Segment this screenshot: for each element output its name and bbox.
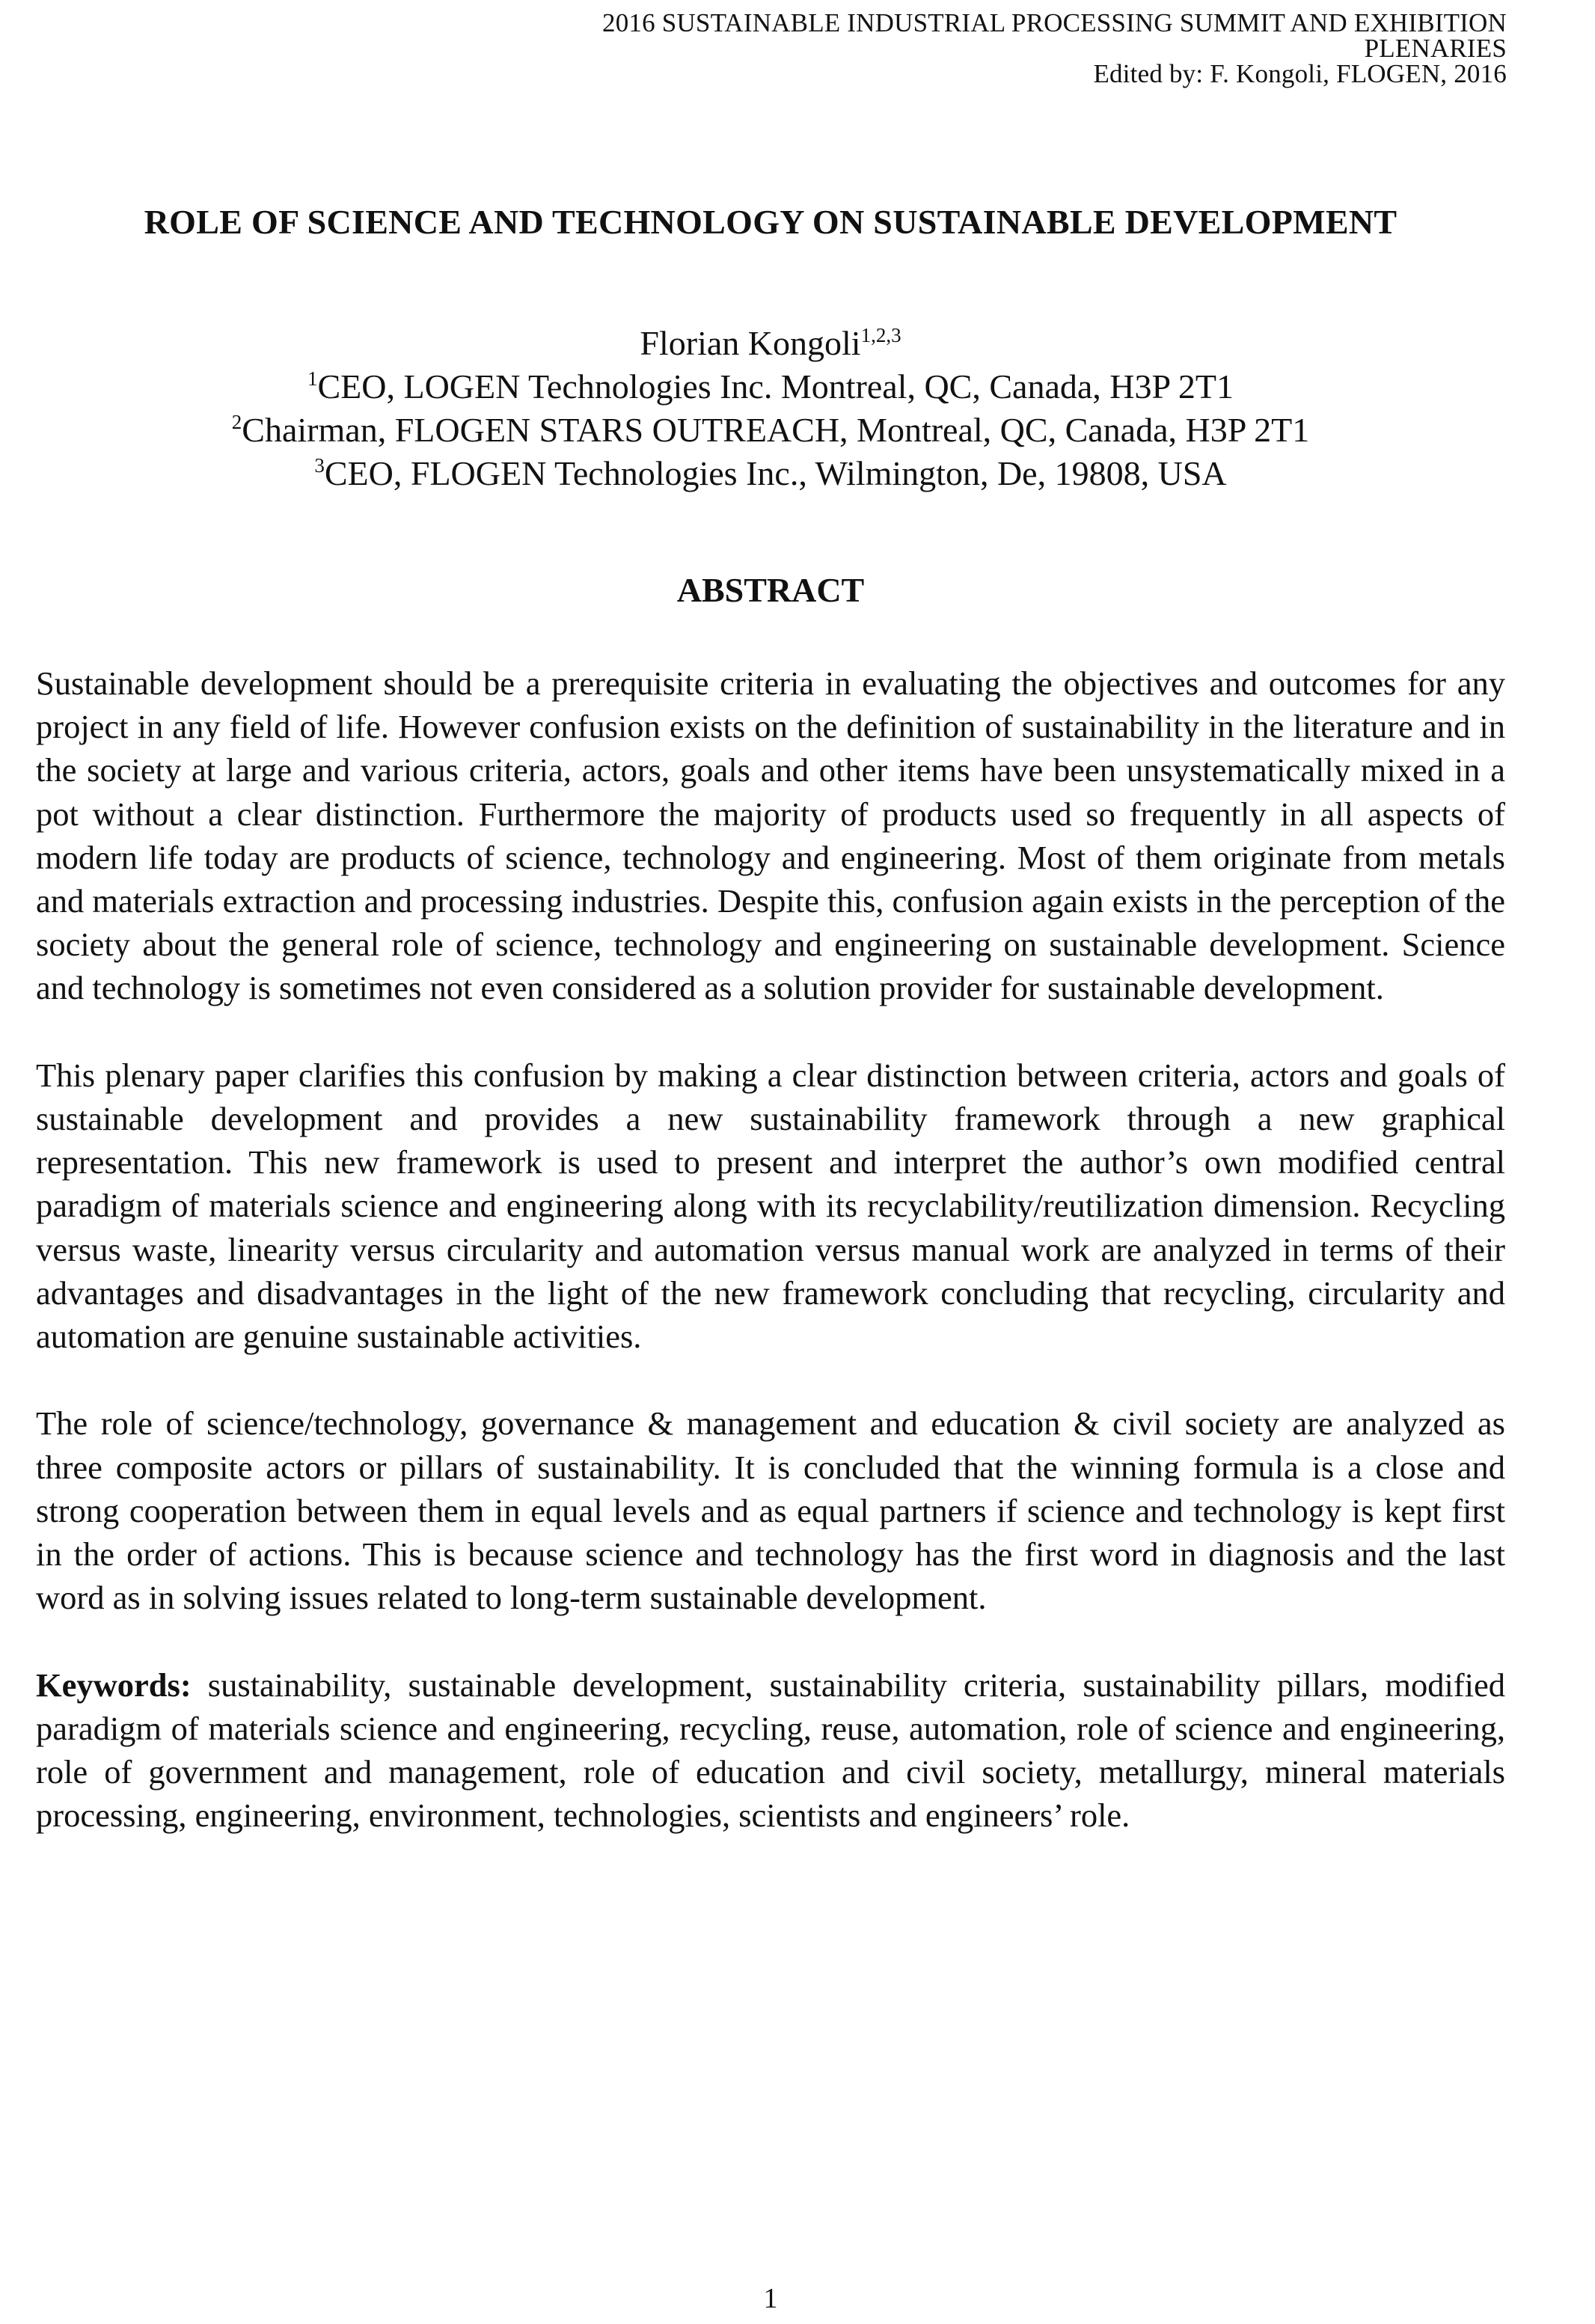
affiliation-2 (0, 409, 1541, 452)
header-section-line: PLENARIES (1364, 34, 1507, 63)
running-header (602, 10, 1507, 87)
affiliation-1-text: CEO, LOGEN Technologies Inc. Montreal, QC, Canada, H3P 2T1 (317, 367, 1234, 406)
affiliation-1-sup: 1 (307, 367, 318, 390)
affiliation-1 (0, 365, 1541, 409)
author-block (0, 322, 1541, 495)
keywords-label: Keywords: (36, 1666, 192, 1704)
header-conference-line: 2016 SUSTAINABLE INDUSTRIAL PROCESSING SUMMIT AND EXHIBITION (602, 8, 1507, 37)
author-name-line (0, 322, 1541, 365)
abstract-body (36, 661, 1505, 1881)
author-superscript: 1,2,3 (860, 324, 901, 346)
abstract-heading: ABSTRACT (676, 571, 865, 609)
paper-title: ROLE OF SCIENCE AND TECHNOLOGY ON SUSTAINABLE DEVELOPMENT (144, 203, 1397, 241)
keywords-text: sustainability, sustainable development, sustainability criteria, sustainability pillars, modified paradigm of materials science and engineering, recycling, reuse, automation, role of science and engineering, role of government and management, role of education and civil society, metallurgy, mineral materials processing, engineering, environment, technologies, scientists and engineers’ role. (36, 1666, 1505, 1835)
affiliation-2-text: Chairman, FLOGEN STARS OUTREACH, Montreal, QC, Canada, H3P 2T1 (242, 411, 1310, 449)
header-editor-line: Edited by: F. Kongoli, FLOGEN, 2016 (1093, 59, 1507, 88)
keywords-paragraph (36, 1663, 1505, 1838)
affiliation-3 (0, 452, 1541, 495)
abstract-paragraph-1: Sustainable development should be a prerequisite criteria in evaluating the objectives and outcomes for any project in any field of life. However confusion exists on the definition of sustainability in the literature and in the society at large and various criteria, actors, goals and other items have been unsystematically mixed in a pot without a clear distinction. Furthermore the majority of products used so frequently in all aspects of modern life today are products of science, technology and engineering. Most of them originate from metals and materials extraction and processing industries. Despite this, confusion again exists in the perception of the society about the general role of science, technology and engineering on sustainable development. Science and technology is sometimes not even considered as a solution provider for sustainable development. (36, 664, 1505, 1007)
author-name: Florian Kongoli (640, 324, 861, 362)
page-number: 1 (763, 2283, 778, 2314)
affiliation-2-sup: 2 (231, 411, 242, 433)
affiliation-3-sup: 3 (314, 454, 325, 477)
abstract-paragraph-3: The role of science/technology, governance & management and education & civil society are analyzed as three composite actors or pillars of sustainability. It is concluded that the winning formula is a close and strong cooperation between them in equal levels and as equal partners if science and technology is kept first in the order of actions. This is because science and technology has the first word in diagnosis and the last word as in solving issues related to long-term sustainable development. (36, 1404, 1505, 1617)
abstract-paragraph-2: This plenary paper clarifies this confusion by making a clear distinction between criteria, actors and goals of sustainable development and provides a new sustainability framework through a new graphical representation. This new framework is used to present and interpret the author’s own modified central paradigm of materials science and engineering along with its recyclability/reutilization dimension. Recycling versus waste, linearity versus circularity and automation versus manual work are analyzed in terms of their advantages and disadvantages in the light of the new framework concluding that recycling, circularity and automation are genuine sustainable activities. (36, 1056, 1505, 1356)
affiliation-3-text: CEO, FLOGEN Technologies Inc., Wilmington, De, 19808, USA (324, 454, 1227, 492)
